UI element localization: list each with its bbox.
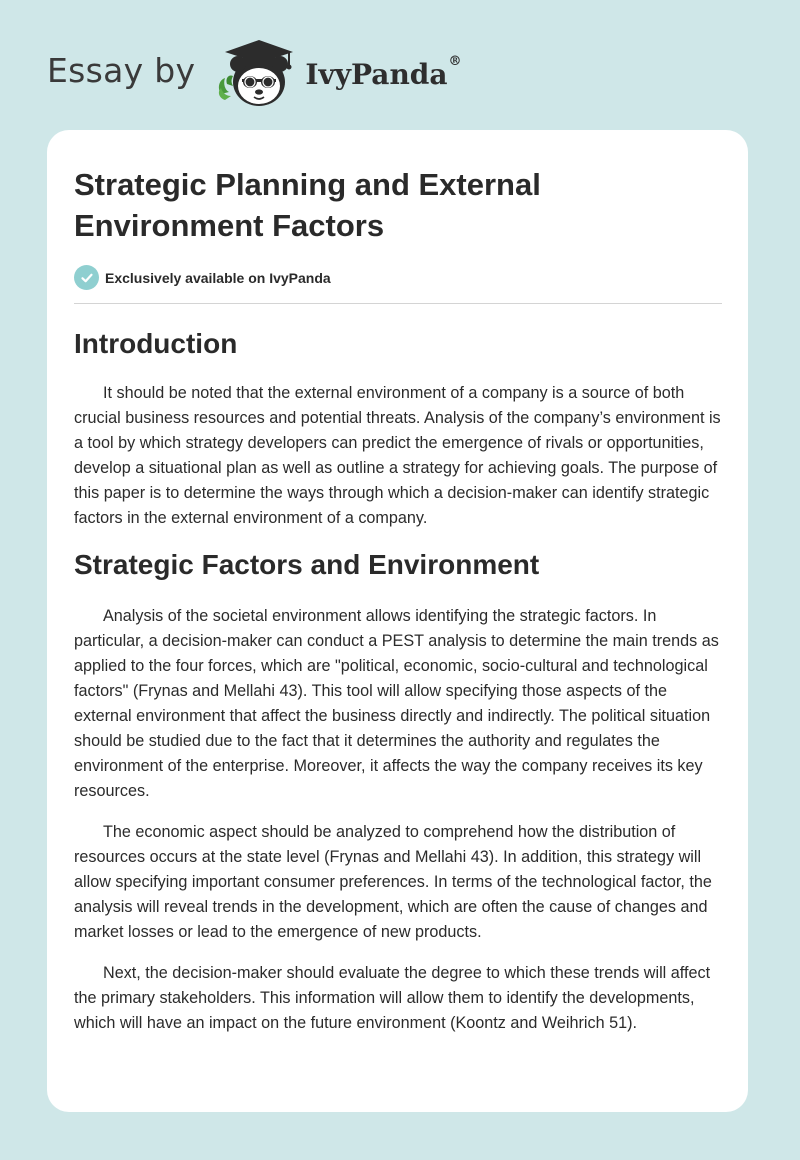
site-header (47, 36, 462, 108)
check-circle-icon (74, 265, 99, 290)
article-card (47, 130, 748, 1112)
exclusive-label: Exclusively available on IvyPanda (105, 269, 331, 286)
section-heading-strategic-factors: Strategic Factors and Environment (74, 549, 540, 580)
brand-name-text: IvyPanda (305, 57, 448, 91)
essay-by-label: Essay by (47, 50, 196, 90)
exclusive-badge (74, 265, 722, 304)
section-heading-introduction: Introduction (74, 328, 238, 359)
paragraph: Next, the decision-maker should evaluate the degree to which these trends will affect the primary stakeholders. This information will allow them to identify the developments, which will have an impact on the future environment (Koontz and Weihrich 51). (74, 964, 711, 1032)
panda-graduate-icon[interactable] (209, 36, 301, 108)
paragraph: The economic aspect should be analyzed to comprehend how the distribution of resources occurs at the state level (Frynas and Mellahi 43). In addition, this strategy will allow specifying important consumer preferences. In terms of the technological factor, the analysis will reveal trends in the development, which are often the cause of changes and market losses or lead to the emergence of new products. (74, 823, 712, 941)
paragraph: Analysis of the societal environment allows identifying the strategic factors. In particular, a decision-maker can conduct a PEST analysis to determine the main trends as applied to the four forces, which are "political, economic, socio-cultural and technological factors" (Frynas and Mellahi 43). This tool will allow specifying those aspects of the external environment that affect the business directly and indirectly. The political situation should be studied due to the fact that it determines the authority and regulates the environment of the enterprise. Moreover, it affects the way the company receives its key resources. (74, 607, 719, 800)
page-title: Strategic Planning and External Environment Factors (74, 167, 541, 243)
brand-name[interactable] (305, 53, 462, 91)
registered-mark: ® (448, 53, 462, 69)
paragraph: It should be noted that the external environment of a company is a source of both crucial business resources and potential threats. Analysis of the company’s environment is a tool by which strategy developers can predict the emergence of rivals or opportunities, develop a situational plan as well as outline a strategy for achieving goals. The purpose of this paper is to determine the ways through which a decision-maker can identify strategic factors in the external environment of a company. (74, 384, 721, 527)
